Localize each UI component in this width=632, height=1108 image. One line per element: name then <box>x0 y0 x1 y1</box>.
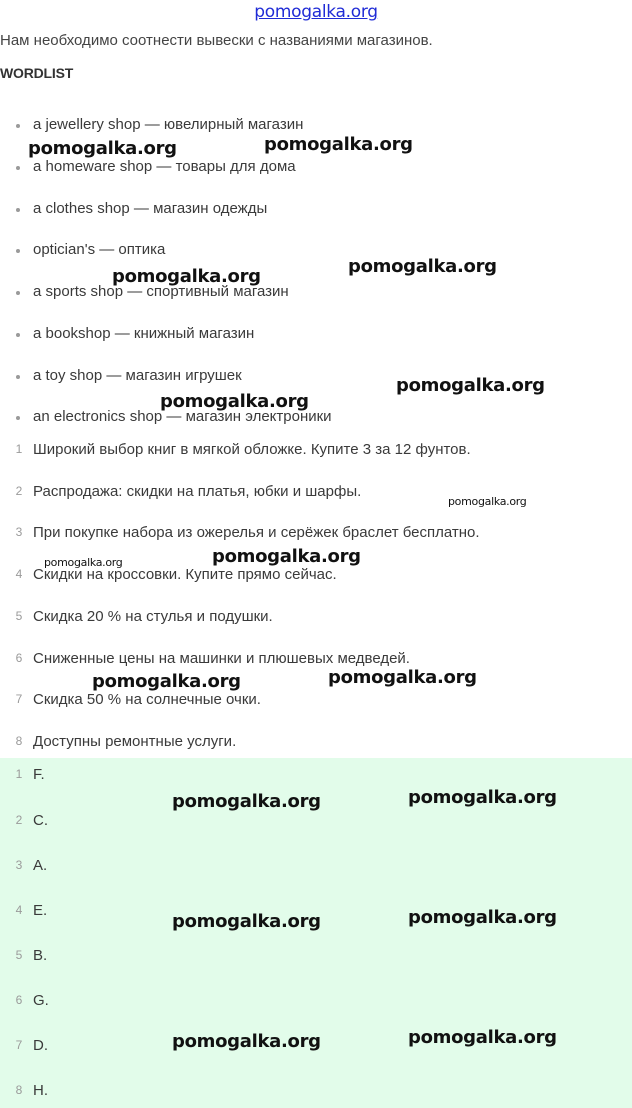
watermark: pomogalka.org <box>396 375 545 396</box>
bullet-icon <box>16 166 20 170</box>
watermark: pomogalka.org <box>160 391 309 412</box>
bullet-icon <box>16 416 20 420</box>
watermark: pomogalka.org <box>408 907 557 928</box>
watermark: pomogalka.org <box>264 134 413 155</box>
watermark: pomogalka.org <box>448 495 527 508</box>
watermark: pomogalka.org <box>212 546 361 567</box>
watermark: pomogalka.org <box>172 791 321 812</box>
bullet-icon <box>16 333 20 337</box>
bullet-icon <box>16 249 20 253</box>
watermark: pomogalka.org <box>112 266 261 287</box>
watermark: pomogalka.org <box>328 667 477 688</box>
watermark: pomogalka.org <box>44 556 123 569</box>
task-text: Нам необходимо соотнести вывески с названиями магазинов. <box>0 32 433 49</box>
header-site-link[interactable]: pomogalka.org <box>254 2 378 22</box>
watermark: pomogalka.org <box>408 787 557 808</box>
bullet-icon <box>16 124 20 128</box>
bullet-icon <box>16 291 20 295</box>
wordlist-title: WORDLIST <box>0 65 74 81</box>
bullet-icon <box>16 208 20 212</box>
watermark: pomogalka.org <box>172 1031 321 1052</box>
watermark: pomogalka.org <box>348 256 497 277</box>
watermark: pomogalka.org <box>408 1027 557 1048</box>
bullet-icon <box>16 375 20 379</box>
watermark: pomogalka.org <box>172 911 321 932</box>
watermark: pomogalka.org <box>28 138 177 159</box>
watermark: pomogalka.org <box>92 671 241 692</box>
